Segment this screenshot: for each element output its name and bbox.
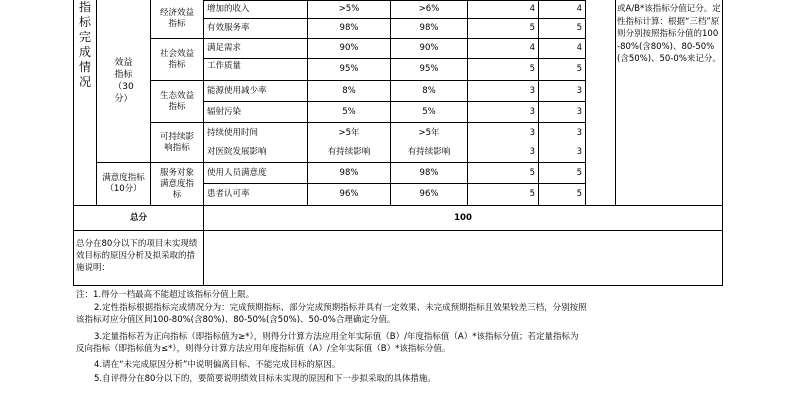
row-target: 5% — [342, 106, 356, 117]
analysis-label: 总分在80分以下的项目未实现绩效目标的原因分析及拟采取的措施说明： — [76, 239, 198, 273]
row-name: 对医院发展影响 — [207, 147, 267, 157]
row-name: 辐射污染 — [207, 106, 242, 117]
row-target: 有持续影响 — [327, 147, 371, 157]
row-actual: 5% — [422, 106, 436, 117]
row-target: 98% — [339, 23, 359, 33]
row-score: 4 — [576, 43, 582, 53]
row-weight: 4 — [529, 43, 535, 53]
row-score: 3 — [576, 127, 582, 138]
row-actual: >5年 — [418, 127, 440, 138]
row-target: 98% — [339, 167, 359, 178]
satisfaction-category-text: 满意度指标（10分） — [102, 173, 145, 194]
note-3-cont: 反向指标（即指标值为≤*），则得分计算方法应用年度指标值（A）/全年实际值（B）*该指标分值。 — [76, 344, 451, 354]
row-name: 持续使用时间 — [207, 127, 259, 138]
row-score: 5 — [576, 189, 582, 199]
row-target: >5年 — [338, 127, 360, 138]
sub-ecological-text: 生态效益指标 — [159, 90, 194, 112]
total-label: 总分 — [129, 212, 147, 223]
row-weight: 3 — [529, 147, 535, 157]
category-label-text: 效益指标（30分） — [113, 58, 134, 104]
sub-social-text: 社会效益指标 — [159, 48, 194, 70]
category-label — [97, 0, 150, 162]
sub-service — [151, 163, 203, 205]
row-score: 4 — [576, 4, 582, 14]
sub-service-text: 服务对象满意度指标 — [159, 167, 194, 200]
note-1: 注：1.得分一档最高不能超过该指标分值上限。 — [76, 290, 255, 300]
row-actual: 98% — [419, 23, 439, 33]
row-target: 96% — [339, 189, 359, 199]
row-actual: 98% — [419, 167, 439, 178]
sub-sustainable — [151, 123, 203, 162]
row-score: 3 — [576, 85, 582, 96]
row-weight: 4 — [529, 4, 535, 14]
row-weight: 5 — [529, 64, 535, 74]
note-5: 5.自评得分在80分以下的，要简要说明绩效目标未实现的原因和下一步拟采取的具体措施。 — [94, 374, 436, 384]
note-4: 4.请在“未完成原因分析”中说明偏离目标、不能完成目标的原因。 — [94, 360, 341, 370]
section-label-text: 指标完成情况 — [78, 0, 91, 89]
row-actual: 95% — [419, 64, 439, 74]
row-weight: 5 — [529, 189, 535, 199]
remark-text: 或A/B*该指标分值记分。定性指标计算：根据“三档”原则分别按照指标分值的100-80%(含80%)、80-50%(含50%)、50-0%来记分。 — [617, 4, 721, 64]
section-label — [74, 0, 96, 205]
sub-social — [151, 39, 203, 80]
row-actual: 8% — [422, 85, 436, 96]
row-actual: 90% — [419, 43, 439, 53]
row-score: 3 — [576, 106, 582, 117]
row-weight: 3 — [529, 85, 535, 96]
row-name: 患者认可率 — [207, 189, 250, 199]
row-weight: 5 — [529, 23, 535, 33]
satisfaction-category — [97, 163, 150, 205]
sub-ecological — [151, 81, 203, 122]
row-weight: 3 — [529, 127, 535, 138]
row-target: 90% — [339, 43, 359, 53]
row-actual: 96% — [419, 189, 439, 199]
row-score: 5 — [576, 167, 582, 178]
note-2-cont: 该指标对应分值区间100-80%(含80%)、80-50%(含50%)、50-0%合理确定分值。 — [76, 315, 396, 325]
row-actual: >6% — [418, 4, 440, 14]
row-name: 增加的收入 — [207, 4, 250, 14]
note-2: 2.定性指标根据指标完成情况分为：完成预期指标、部分完成预期指标并具有一定效果、未完成预期指标且效果较差三档，分别按照 — [94, 303, 587, 313]
analysis-content[interactable] — [204, 231, 722, 285]
note-3: 3.定量指标若为正向指标（即指标值为≥*），则得分计算方法应用全年实际值（B）/年度指标值（A）*该指标分值；若定量指标为 — [94, 332, 579, 342]
sub-economic — [151, 0, 203, 38]
row-actual: 有持续影响 — [407, 147, 451, 157]
total-value: 100 — [454, 212, 472, 223]
row-weight: 5 — [529, 167, 535, 178]
row-score: 5 — [576, 23, 582, 33]
row-target: 95% — [339, 64, 359, 74]
row-score: 3 — [576, 147, 582, 157]
sub-economic-text: 经济效益指标 — [159, 8, 194, 29]
row-score: 5 — [576, 64, 582, 74]
sub-sustainable-text: 可持续影响指标 — [159, 131, 194, 153]
row-target: 8% — [342, 85, 356, 96]
row-name: 使用人员满意度 — [207, 167, 267, 178]
row-name: 工作质量 — [207, 60, 242, 71]
row-name: 有效服务率 — [207, 23, 250, 33]
row-weight: 3 — [529, 106, 535, 117]
row-target: >5% — [338, 4, 360, 14]
row-name: 能源使用减少率 — [207, 85, 267, 96]
row-name: 满足需求 — [207, 43, 242, 53]
